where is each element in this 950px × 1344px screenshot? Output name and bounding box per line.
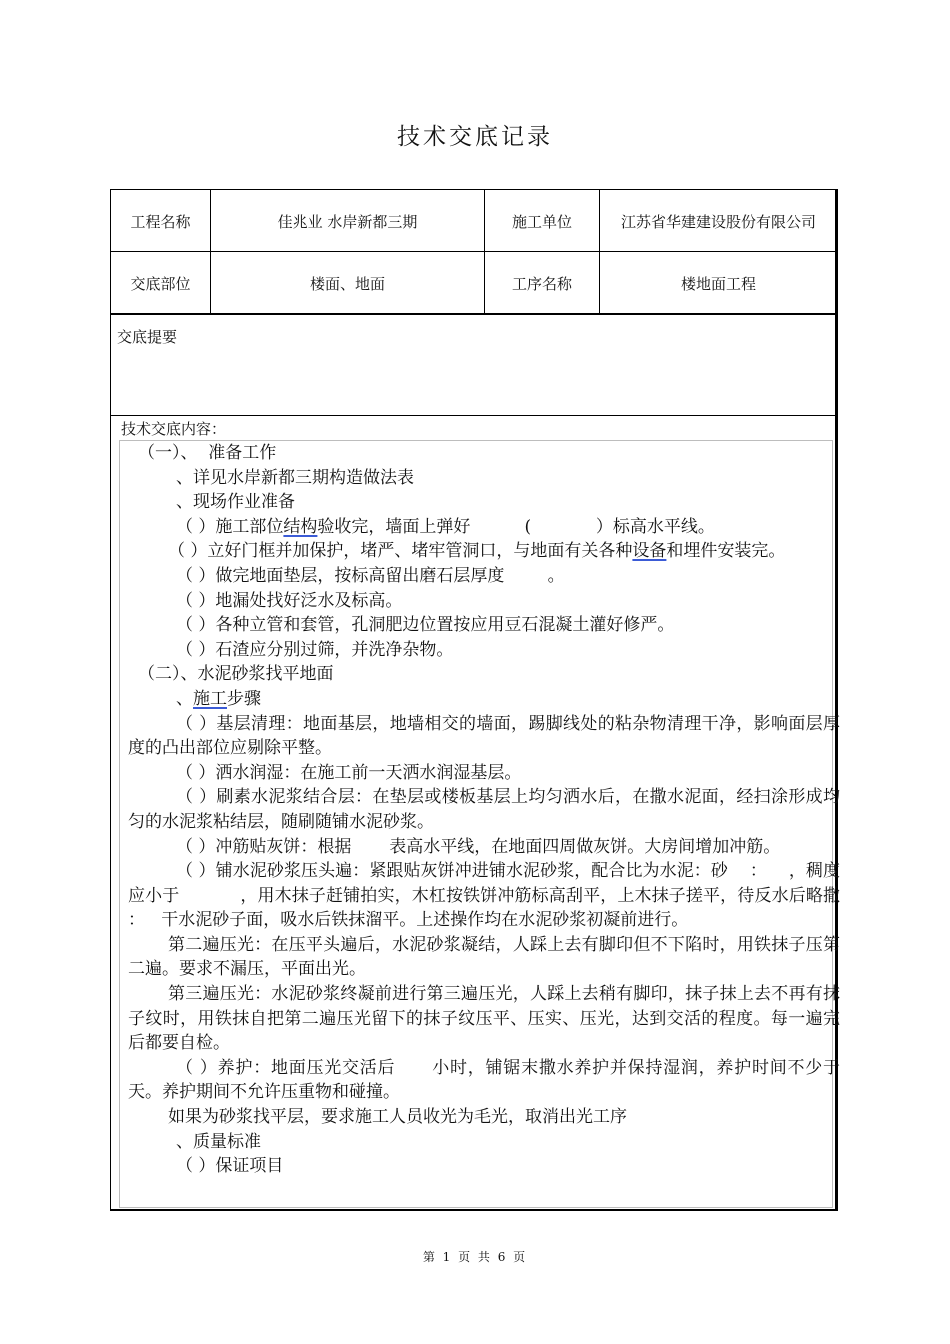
content-line: （ ）地漏处找好泛水及标高。 <box>176 590 403 611</box>
content-text: 和埋件安装完。 <box>666 541 786 562</box>
process-name-value: 楼地面工程 <box>680 274 756 293</box>
content-line: （ ）各种立管和套管，孔洞肥边位置按应用豆石混凝土灌好修严。 <box>176 615 675 636</box>
disclosure-part-value: 楼面、地面 <box>309 274 385 293</box>
content-text: 、 <box>176 688 193 709</box>
content-paragraph: （ ）基层清理：地面基层，地墙相交的墙面，踢脚线处的粘杂物清理干净，影响面层厚度的凸出部位应剔除平整。 <box>128 713 840 759</box>
underlined-term: 设备 <box>632 541 667 562</box>
content-line: （ ）冲筋贴灰饼：根据 表高水平线，在地面四周做灰饼。大房间增加冲筋。 <box>176 836 781 857</box>
content-text: 验收完，墙面上弹好 ( ）标高水平线。 <box>317 516 715 537</box>
content-line: （ ）做完地面垫层，按标高留出磨石层厚度 。 <box>176 565 565 586</box>
content-paragraph: （ ）铺水泥砂浆压头遍：紧跟贴灰饼冲进铺水泥砂浆，配合比为水泥：砂 ： ，稠度应小于 ，用木抹子赶铺拍实，木杠按铁饼冲筋标高刮平，上木抹子搓平，待反水后略撒 ： 干水泥砂子面，吸水后铁抹溜平。上述操作均在水泥砂浆初凝前进行。 <box>128 861 857 931</box>
content-line <box>128 515 840 540</box>
page-footer: 第 1 页 共 6 页 <box>422 1250 528 1264</box>
disclosure-part-label: 交底部位 <box>130 274 191 293</box>
content-line: 、现场作业准备 <box>176 492 295 513</box>
content-paragraph: （ ）养护：地面压光交活后 小时，铺锯末撒水养护并保持湿润，养护时间不少于 天。养护期间不允许压重物和碰撞。 <box>128 1057 873 1103</box>
project-name-value: 佳兆业 水岸新都三期 <box>277 212 418 231</box>
document-title: 技术交底记录 <box>397 124 553 150</box>
summary-label: 交底提要 <box>117 328 178 346</box>
process-name-label: 工序名称 <box>511 274 572 293</box>
row-divider <box>111 415 837 416</box>
construction-unit-label: 施工单位 <box>511 212 572 231</box>
content-label: 技术交底内容： <box>121 420 227 438</box>
content-line: （ ）保证项目 <box>176 1156 284 1177</box>
content-text: （ ）立好门框并加保护，堵严、堵牢管洞口，与地面有关各种 <box>168 541 633 562</box>
project-name-label: 工程名称 <box>130 212 191 231</box>
content-paragraph: 如果为砂浆找平层，要求施工人员收光为毛光，取消出光工序 <box>168 1107 627 1128</box>
construction-unit-value: 江苏省华建建设股份有限公司 <box>620 212 816 231</box>
content-line: （ ）洒水润湿：在施工前一天洒水润湿基层。 <box>176 762 522 783</box>
content-text: 步骤 <box>227 688 261 709</box>
disclosure-form-table <box>110 189 873 1211</box>
underlined-term: 施工 <box>193 688 227 709</box>
disclosure-content <box>128 441 873 1179</box>
content-line <box>128 539 840 564</box>
content-line: 、详见水岸新都三期构造做法表 <box>176 467 414 488</box>
content-paragraph: （ ）刷素水泥浆结合层：在垫层或楼板基层上均匀洒水后，在撒水泥面，经扫涂形成均匀的水泥浆粘结层，随刷随铺水泥砂浆。 <box>128 787 840 832</box>
section-heading: （一）、 准备工作 <box>138 443 277 463</box>
content-line: 、质量标准 <box>176 1131 261 1152</box>
content-box <box>119 440 873 1208</box>
underlined-term: 结构 <box>283 516 318 537</box>
section-heading: （二）、水泥砂浆找平地面 <box>138 664 334 685</box>
content-paragraph: 第二遍压光：在压平头遍后，水泥砂浆凝结，人踩上去有脚印但不下陷时，用铁抹子压第二遍。要求不漏压，平面出光。 <box>128 934 840 980</box>
content-line <box>128 687 840 712</box>
content-text: （ ）施工部位 <box>176 516 284 537</box>
content-line: （ ）石渣应分别过筛，并洗净杂物。 <box>176 639 454 660</box>
content-paragraph: 第三遍压光：水泥砂浆终凝前进行第三遍压光，人踩上去稍有脚印，抹子抹上去不再有抹子纹时，用铁抹自把第二遍压光留下的抹子纹压平、压实、压光，达到交活的程度。每一遍完后都要自检。 <box>128 984 840 1054</box>
